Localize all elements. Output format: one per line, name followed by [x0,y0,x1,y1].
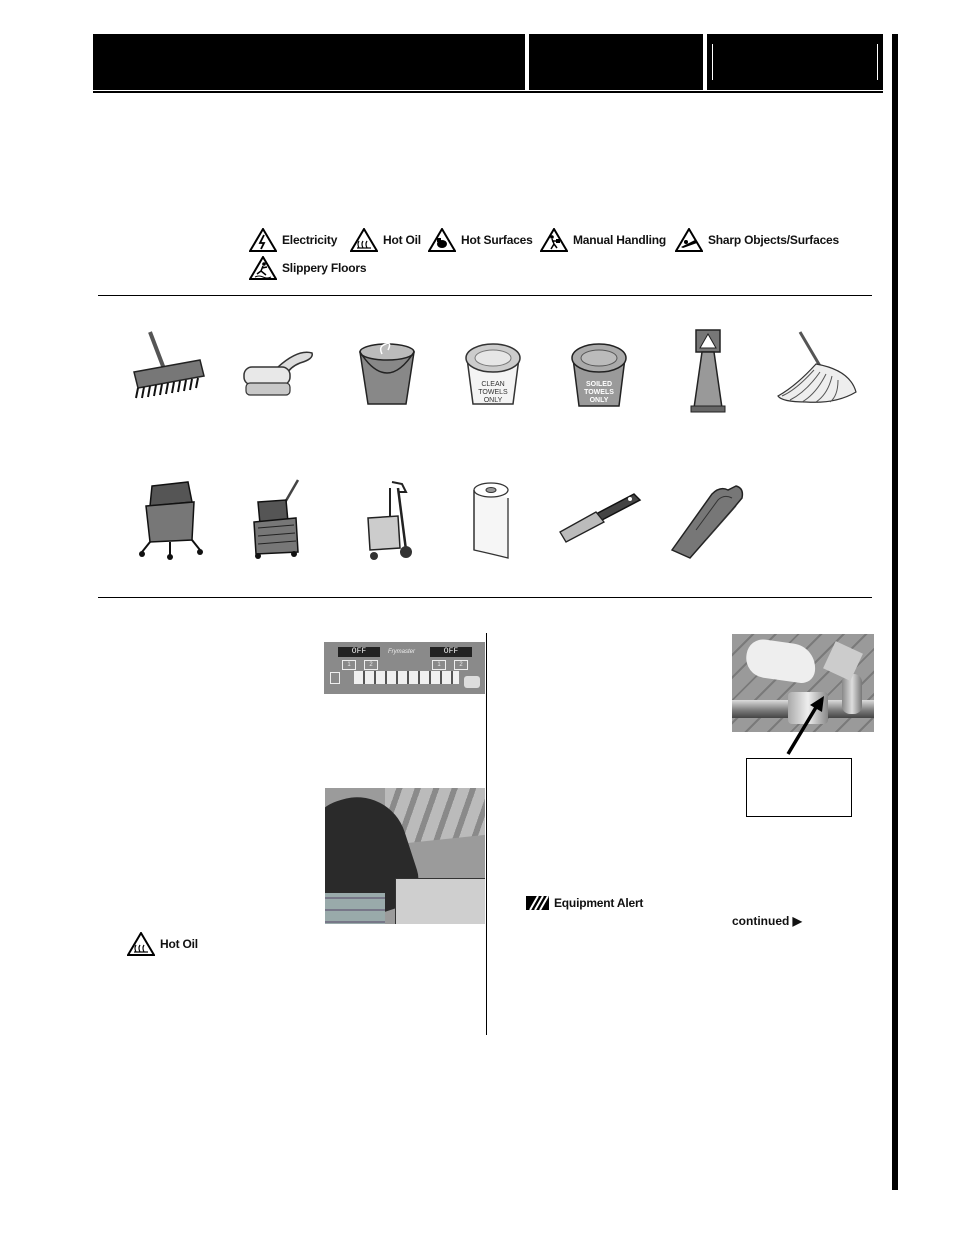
equipment-alert-icon [526,896,549,910]
mop-wringer-bucket-icon [246,478,310,560]
deck-brush-icon [128,330,208,402]
hazard-slippery-floors [249,256,366,280]
hot-oil-icon [350,228,378,252]
left-vat-display: OFF [338,647,380,657]
right-vat-button-1[interactable]: 1 [432,660,446,670]
electricity-icon [249,228,277,252]
manual-handling-icon [540,228,568,252]
header-rule [93,91,883,93]
paper-towel-roll-icon [470,480,514,560]
left-vat-button-2[interactable]: 2 [364,660,378,670]
callout-arrow-icon [780,696,830,758]
utility-cart-icon [362,478,420,562]
water-bucket-icon [354,338,420,408]
hazard-hot-surfaces-label: Hot Surfaces [461,233,533,247]
drain-pan [395,878,485,924]
hazard-electricity-label: Electricity [282,233,338,247]
clean-bucket-line-2: TOWELS [478,389,508,396]
slippery-floors-icon [249,256,277,280]
rubber-gloves-icon [666,480,750,560]
page-edge-bar [892,34,898,1190]
hazard-sharp-objects-label: Sharp Objects/Surfaces [708,233,839,247]
product-button-row[interactable] [354,671,459,684]
left-vat-button-1[interactable]: 1 [342,660,356,670]
clean-bucket-line-1: CLEAN [481,381,505,388]
scraper-icon [556,490,642,546]
soiled-bucket-line-1: SOILED [585,381,613,388]
header-title-bar [93,34,525,90]
hazard-hot-oil-label: Hot Oil [383,233,421,247]
soiled-towels-bucket-icon [568,338,630,410]
control-panel-photo [324,642,485,694]
mop-bucket-cart-icon [136,474,204,560]
column-divider [486,633,487,1035]
clean-bucket-line-3: ONLY [483,397,503,404]
soiled-bucket-line-2: TOWELS [584,389,614,396]
mop-icon [776,330,858,412]
continued-label: continued ▶ [732,914,802,928]
divider-bottom [98,597,872,598]
hazard-electricity [249,228,337,252]
hazard-hot-oil [350,228,421,252]
wet-floor-sign-icon [688,328,728,414]
pipe-elbow [842,674,862,714]
power-button[interactable] [330,672,340,684]
header-page-bar [707,34,883,90]
right-vat-button-2[interactable]: 2 [454,660,468,670]
left-hot-oil-alert [127,932,198,956]
valve-callout-box [746,758,852,817]
hazard-hot-surfaces [428,228,533,252]
sharp-objects-icon [675,228,703,252]
frypot-draining-photo [325,788,485,924]
header-section-bar [529,34,703,90]
hazard-sharp-objects [675,228,839,252]
left-alert-label: Hot Oil [160,937,198,951]
finger-tip [464,676,480,688]
equipment-alert-label: Equipment Alert [554,896,644,910]
divider-top [98,295,872,296]
brand-logo: Frymaster [388,649,415,655]
equipment-alert [526,896,643,910]
hazard-manual-handling-label: Manual Handling [573,233,667,247]
scrub-brush-icon [238,345,316,400]
clean-towels-bucket-icon [462,338,524,408]
right-vat-display: OFF [430,647,472,657]
hot-surfaces-icon [428,228,456,252]
hot-oil-icon [127,932,155,956]
hazard-slippery-floors-label: Slippery Floors [282,261,367,275]
soiled-bucket-line-3: ONLY [589,397,609,404]
tiled-wall [325,893,385,924]
hazard-manual-handling [540,228,666,252]
